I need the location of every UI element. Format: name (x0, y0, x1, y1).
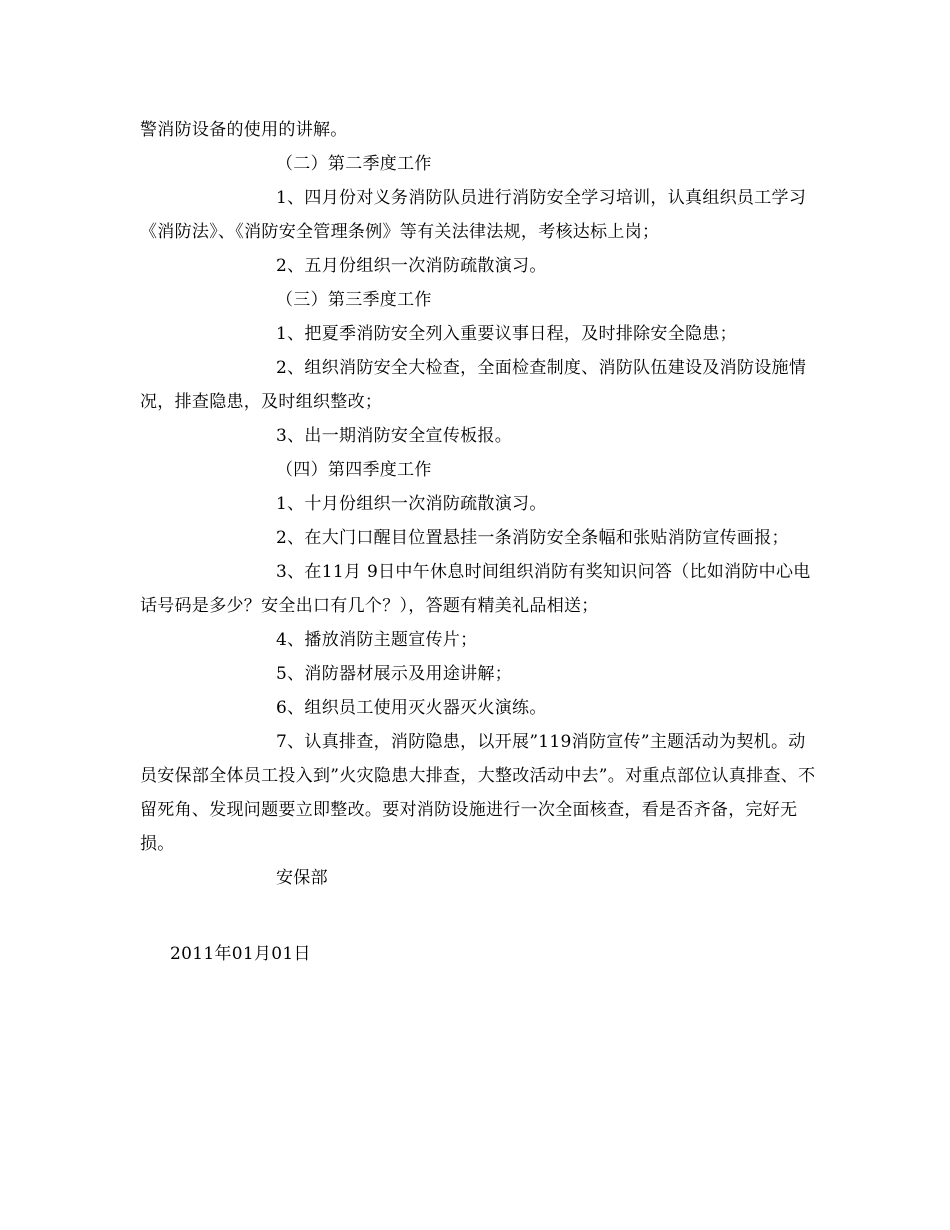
paragraph: 1、把夏季消防安全列入重要议事日程，及时排除安全隐患； (276, 324, 737, 344)
paragraph: 2、五月份组织一次消防疏散演习。 (276, 256, 547, 276)
signature-department: 安保部 (276, 868, 328, 888)
paragraph: 3、在11月 9日中午休息时间组织消防有奖知识问答（比如消防中心电话号码是多少？安全出口有几个？），答题有精美礼品相送； (140, 562, 811, 616)
document-body (140, 113, 820, 895)
paragraph: 警消防设备的使用的讲解。 (140, 120, 348, 140)
section-heading-q2: （二）第二季度工作 (276, 154, 432, 174)
document-date: 2011年01月01日 (170, 944, 311, 964)
section-heading-q3: （三）第三季度工作 (276, 290, 432, 310)
paragraph: 4、播放消防主题宣传片； (276, 630, 478, 650)
paragraph: 5、消防器材展示及用途讲解； (276, 664, 513, 684)
paragraph: 2、在大门口醒目位置悬挂一条消防安全条幅和张贴消防宣传画报； (276, 528, 789, 548)
paragraph: 1、十月份组织一次消防疏散演习。 (276, 494, 547, 514)
paragraph: 6、组织员工使用灭火器灭火演练。 (276, 698, 547, 718)
paragraph: 7、认真排查，消防隐患，以开展”119消防宣传”主题活动为契机。动员安保部全体员工投入到”火灾隐患大排查，大整改活动中去”。对重点部位认真排查、不留死角、发现问题要立即整改。要对消防设施进行一次全面核查，看是否齐备，完好无损。 (140, 732, 816, 854)
paragraph: 1、四月份对义务消防队员进行消防安全学习培训，认真组织员工学习《消防法》、《消防安全管理条例》等有关法律法规，考核达标上岗； (140, 188, 807, 242)
paragraph: 2、组织消防安全大检查，全面检查制度、消防队伍建设及消防设施情况，排查隐患，及时组织整改； (140, 358, 807, 412)
paragraph: 3、出一期消防安全宣传板报。 (276, 426, 513, 446)
section-heading-q4: （四）第四季度工作 (276, 460, 432, 480)
